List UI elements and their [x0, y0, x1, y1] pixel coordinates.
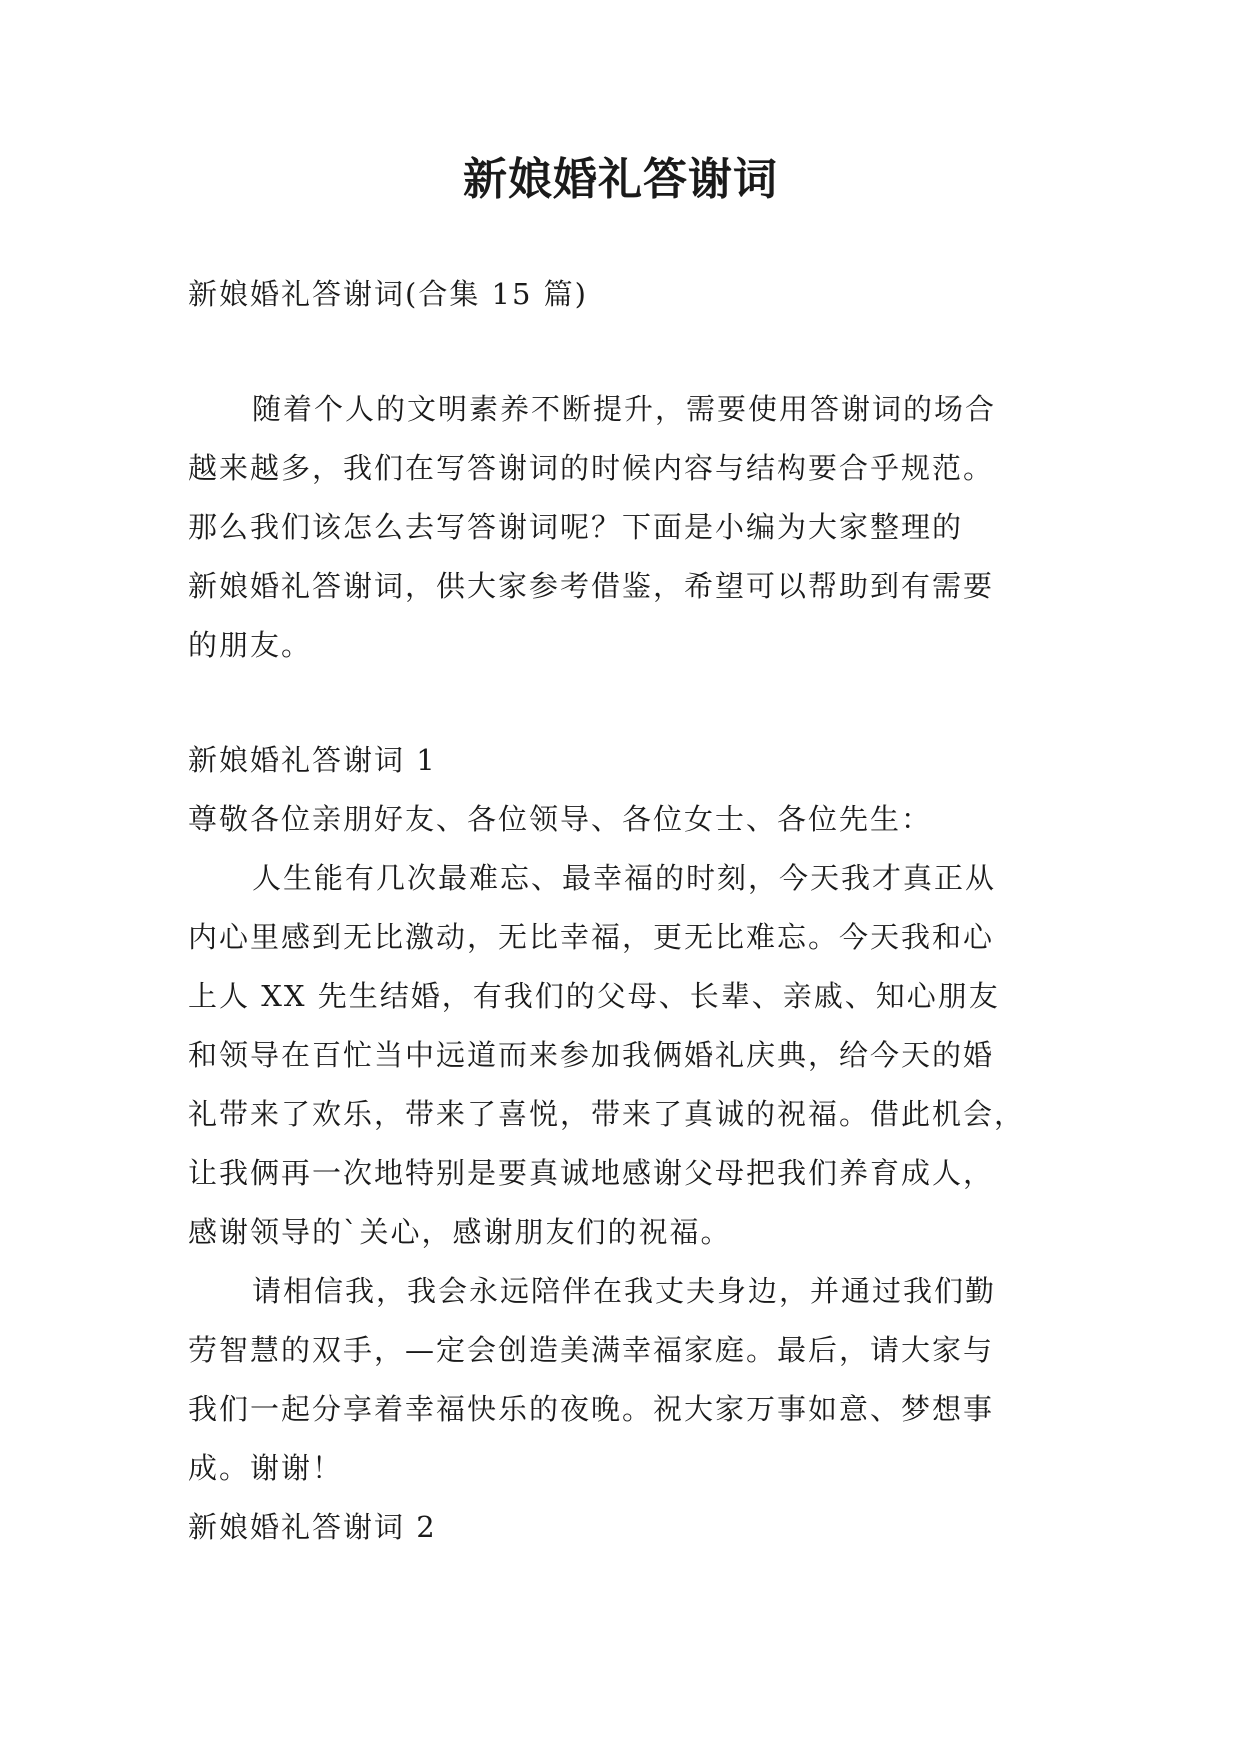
intro-paragraph: [188, 380, 1058, 675]
paragraph-line: 成。谢谢！: [188, 1451, 344, 1485]
document-subtitle: 新娘婚礼答谢词(合集 15 篇): [188, 277, 588, 311]
intro-line: 的朋友。: [188, 628, 313, 662]
intro-line: 那么我们该怎么去写答谢词呢？下面是小编为大家整理的: [188, 510, 964, 544]
section-2-heading: 新娘婚礼答谢词 2: [188, 1510, 437, 1544]
paragraph-line: 上人 XX 先生结婚，有我们的父母、长辈、亲戚、知心朋友: [188, 979, 1000, 1013]
paragraph-line: 请相信我，我会永远陪伴在我丈夫身边，并通过我们勤: [252, 1274, 997, 1308]
paragraph-line: 和领导在百忙当中远道而来参加我俩婚礼庆典，给今天的婚: [188, 1038, 995, 1072]
section-1: [188, 731, 1058, 1498]
section-1-paragraph-1: [188, 849, 1058, 1262]
paragraph-line: 礼带来了欢乐，带来了喜悦，带来了真诚的祝福。借此机会，: [188, 1097, 1026, 1131]
intro-line: 越来越多，我们在写答谢词的时候内容与结构要合乎规范。: [188, 451, 995, 485]
document-body: [188, 265, 1058, 1557]
paragraph-line: 劳智慧的双手，—定会创造美满幸福家庭。最后，请大家与: [188, 1333, 995, 1367]
section-1-paragraph-2: [188, 1262, 1058, 1498]
paragraph-line: 内心里感到无比激动，无比幸福，更无比难忘。今天我和心: [188, 920, 995, 954]
intro-line: 新娘婚礼答谢词，供大家参考借鉴，希望可以帮助到有需要: [188, 569, 995, 603]
spacer: [188, 675, 1058, 731]
paragraph-line: 让我俩再一次地特别是要真诚地感谢父母把我们养育成人，: [188, 1156, 995, 1190]
paragraph-line: 人生能有几次最难忘、最幸福的时刻，今天我才真正从: [252, 861, 997, 895]
section-1-heading: 新娘婚礼答谢词 1: [188, 743, 437, 777]
spacer: [188, 324, 1058, 380]
section-2: [188, 1498, 1058, 1557]
section-1-salutation: 尊敬各位亲朋好友、各位领导、各位女士、各位先生：: [188, 802, 933, 836]
intro-line: 随着个人的文明素养不断提升，需要使用答谢词的场合: [252, 392, 997, 426]
document-title: 新娘婚礼答谢词: [463, 154, 778, 205]
paragraph-line: 感谢领导的`关心，感谢朋友们的祝福。: [188, 1215, 732, 1249]
paragraph-line: 我们一起分享着幸福快乐的夜晚。祝大家万事如意、梦想事: [188, 1392, 995, 1426]
